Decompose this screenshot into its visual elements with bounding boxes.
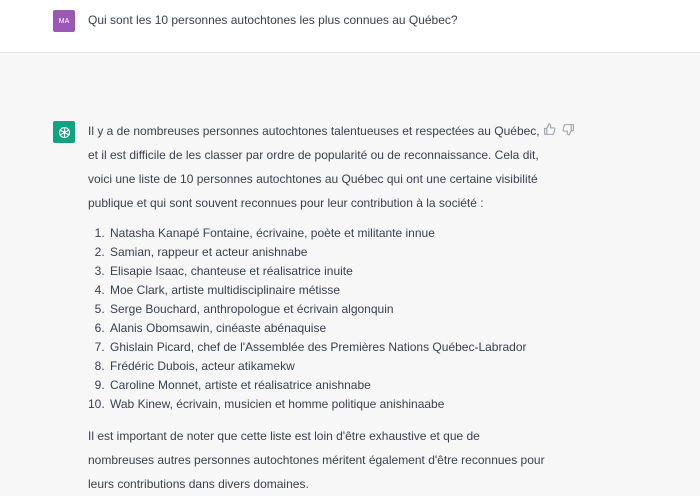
outro-paragraph: Il est important de noter que cette liste est loin d'être exhaustive et que de nombreuses autres personnes autochtones méritent également d'être reconnues pour leurs contributions dans divers domaines. [88, 429, 545, 491]
list-item: 5. Serge Bouchard, anthropologue et écrivain algonquin [108, 300, 548, 319]
list-item: 8. Frédéric Dubois, acteur atikamekw [108, 357, 548, 376]
list-item: 6. Alanis Obomsawin, cinéaste abénaquise [108, 319, 548, 338]
assistant-message [88, 119, 548, 496]
thumbs-up-icon[interactable] [543, 123, 556, 136]
openai-logo-icon [53, 121, 75, 143]
list-item: 4. Moe Clark, artiste multidisciplinaire métisse [108, 281, 548, 300]
list-item: 1. Natasha Kanapé Fontaine, écrivaine, poète et militante innue [108, 224, 548, 243]
user-avatar: MA [53, 10, 75, 32]
people-list [88, 224, 548, 414]
user-message-row [0, 0, 700, 53]
thumbs-down-icon[interactable] [562, 123, 575, 136]
list-item: 7. Ghislain Picard, chef de l'Assemblée des Premières Nations Québec-Labrador [108, 338, 548, 357]
list-item: 3. Elisapie Isaac, chanteuse et réalisatrice inuite [108, 262, 548, 281]
list-item: 10. Wab Kinew, écrivain, musicien et homme politique anishinaabe [108, 395, 548, 414]
feedback-buttons [543, 123, 575, 136]
user-message: Qui sont les 10 personnes autochtones les plus connues au Québec? [88, 13, 458, 27]
intro-paragraph: Il y a de nombreuses personnes autochtones talentueuses et respectées au Québec, et il est difficile de les classer par ordre de popularité ou de reconnaissance. Cela dit, voici une liste de 10 personnes autochtones au Québec qui ont une certaine visibilité publique et qui sont souvent reconnues pour leur contribution à la société : [88, 124, 540, 210]
list-item: 9. Caroline Monnet, artiste et réalisatrice anishnabe [108, 376, 548, 395]
list-item: 2. Samian, rappeur et acteur anishnabe [108, 243, 548, 262]
